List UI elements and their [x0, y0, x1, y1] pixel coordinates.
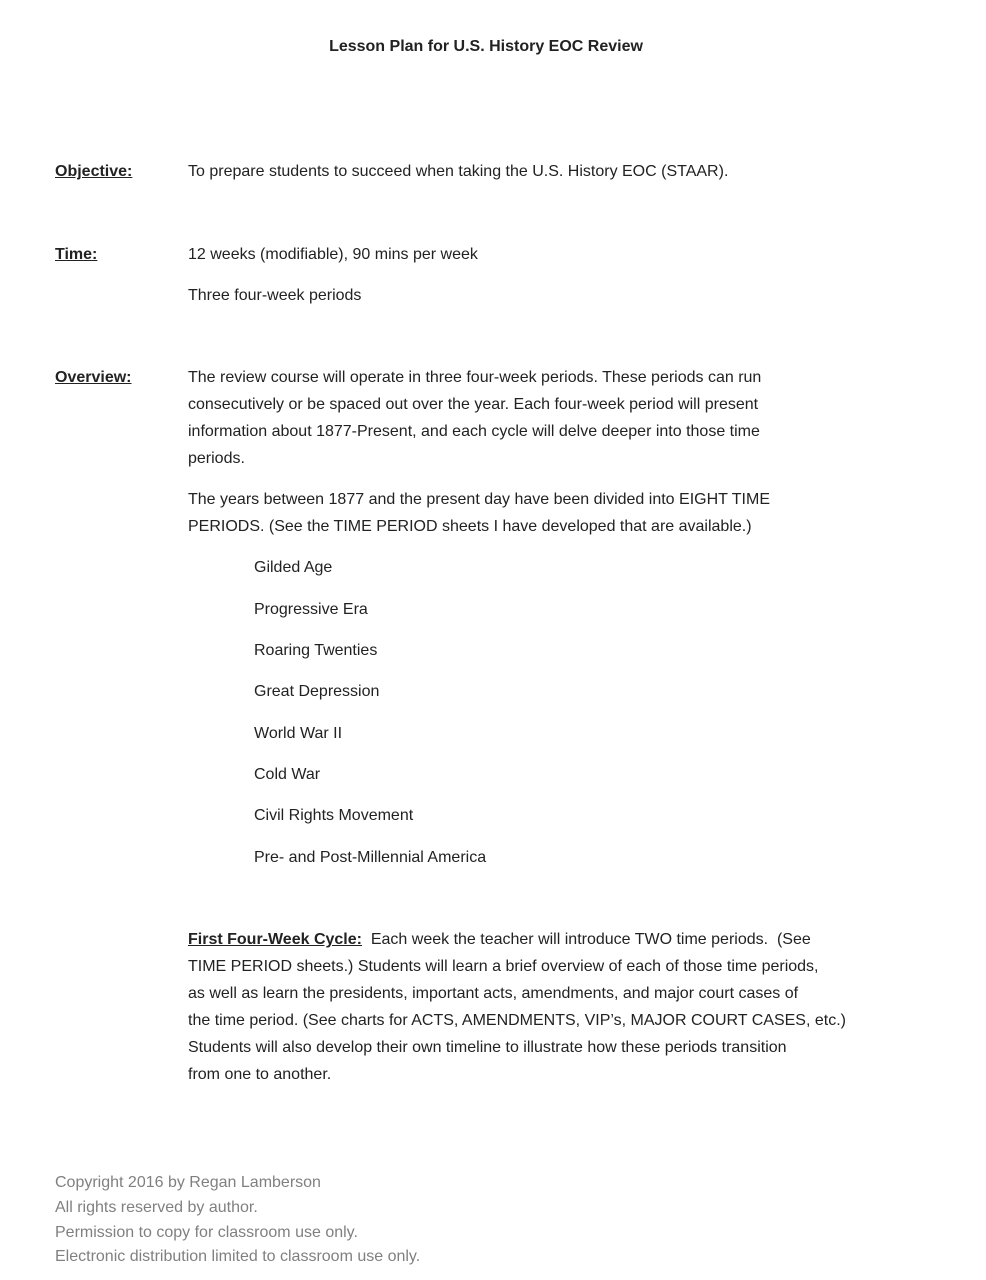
period-item: Great Depression [254, 683, 380, 700]
copyright-line: Electronic distribution limited to classroom use only. [55, 1248, 421, 1265]
time-line: Three four-week periods [188, 287, 362, 304]
first-cycle-line: TIME PERIOD sheets.) Students will learn a brief overview of each of those time periods, [188, 958, 819, 975]
first-cycle-line: the time period. (See charts for ACTS, AMENDMENTS, VIP’s, MAJOR COURT CASES, etc.) [188, 1012, 846, 1029]
objective-label: Objective: [55, 163, 133, 180]
first-cycle-line: as well as learn the presidents, important acts, amendments, and major court cases of [188, 985, 799, 1002]
period-item: Civil Rights Movement [254, 807, 414, 824]
overview-text-line: information about 1877-Present, and each cycle will delve deeper into those time [188, 423, 760, 440]
objective-text: To prepare students to succeed when taking the U.S. History EOC (STAAR). [188, 163, 729, 180]
period-item: World War II [254, 725, 343, 742]
overview-text-line: periods. [188, 450, 245, 467]
period-item: Roaring Twenties [254, 642, 378, 659]
first-cycle-line: Students will also develop their own timeline to illustrate how these periods transition [188, 1039, 787, 1056]
time-line: 12 weeks (modifiable), 90 mins per week [188, 246, 478, 263]
time-label: Time: [55, 246, 98, 263]
overview-text-line: PERIODS. (See the TIME PERIOD sheets I have developed that are available.) [188, 518, 752, 535]
overview-text-line: The review course will operate in three four-week periods. These periods can run [188, 369, 762, 386]
period-item: Cold War [254, 766, 321, 783]
first-cycle-line: from one to another. [188, 1066, 332, 1083]
copyright-line: All rights reserved by author. [55, 1199, 258, 1216]
period-item: Progressive Era [254, 601, 368, 618]
overview-label: Overview: [55, 369, 132, 386]
period-item: Gilded Age [254, 559, 333, 576]
copyright-line: Copyright 2016 by Regan Lamberson [55, 1174, 321, 1191]
copyright-line: Permission to copy for classroom use only. [55, 1224, 358, 1241]
page-title: Lesson Plan for U.S. History EOC Review [329, 38, 643, 55]
overview-text-line: The years between 1877 and the present day have been divided into EIGHT TIME [188, 491, 770, 508]
overview-text-line: consecutively or be spaced out over the year. Each four-week period will present [188, 396, 759, 413]
first-cycle-label: First Four-Week Cycle: [188, 931, 362, 948]
period-item: Pre- and Post-Millennial America [254, 849, 487, 866]
first-cycle-line [188, 930, 811, 950]
first-cycle-text: Each week the teacher will introduce TWO time periods. (See [361, 931, 811, 948]
